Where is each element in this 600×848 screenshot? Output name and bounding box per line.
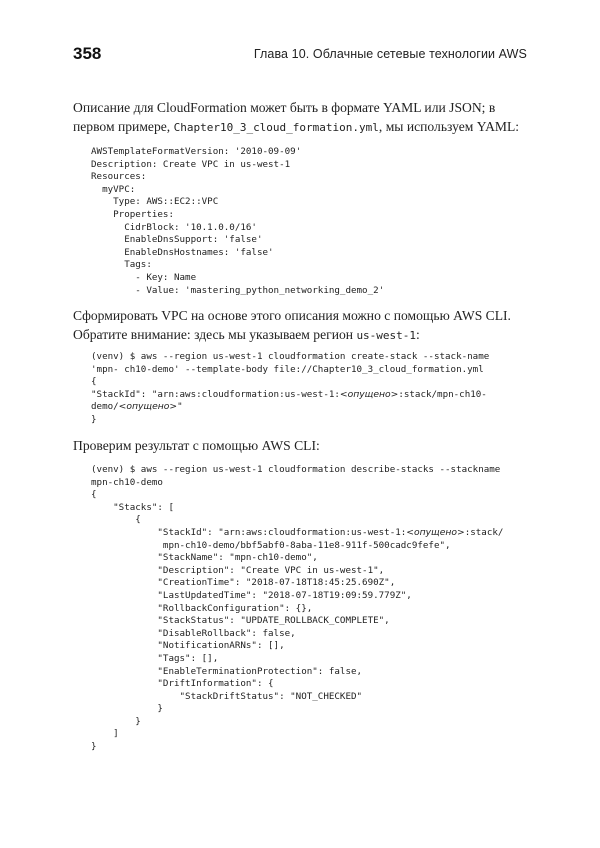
code-line: "StackDriftStatus": "NOT_CHECKED" [91,690,363,702]
code-line: - Value: 'mastering_python_networking_demo_2' [91,284,385,296]
code-line: { [91,376,97,388]
code-line: myVPC: [91,183,136,195]
code-line: (venv) $ aws --region us-west-1 cloudformation create-stack --stack-name [91,351,490,362]
code-line: 'mpn- ch10-demo' --template-body file://Chapter10_3_cloud_formation.yml [91,363,484,375]
code-line [91,401,183,412]
code-line: "EnableTerminationProtection": false, [91,665,363,677]
code-line [91,527,503,538]
create-stack-code-block [91,351,489,427]
code-fragment: :stack/ [464,526,504,538]
yaml-code-block [91,146,384,297]
code-line: "DisableRollback": false, [91,627,296,639]
code-line: "StackName": "mpn-ch10-demo", [91,552,318,564]
code-line: Type: AWS::EC2::VPC [91,196,219,208]
code-line: { [91,514,141,526]
code-line: "LastUpdatedTime": "2018-07-18T19:09:59.779Z", [91,589,412,601]
omitted-placeholder: <опущено> [339,388,399,400]
code-line: } [91,703,163,715]
page-number: 358 [73,44,102,63]
intro-text-before: Описание для CloudFormation может быть в формате YAML или JSON; в первом примере, [73,100,496,134]
create-stack-paragraph [73,306,533,345]
code-fragment: demo/ [91,401,119,413]
code-fragment: "StackId": "arn:aws:cloudformation:us-west-1: [91,388,340,400]
code-line: - Key: Name [91,271,197,283]
create-stack-text-after: : [416,327,420,342]
code-line: EnableDnsSupport: 'false' [91,234,263,246]
code-line: { [91,489,97,501]
code-line: (venv) $ aws --region us-west-1 cloudformation describe-stacks --stackname [91,464,501,475]
code-line: "NotificationARNs": [], [91,640,285,652]
code-fragment: "StackId": "arn:aws:cloudformation:us-west-1: [91,526,407,538]
code-line: "Stacks": [ [91,501,174,513]
filename-inline-code: Chapter10_3_cloud_formation.yml [173,121,379,134]
code-line: "RollbackConfiguration": {}, [91,602,313,614]
code-line: Properties: [91,208,174,220]
code-line: Resources: [91,171,147,183]
omitted-placeholder: <опущено> [406,526,465,538]
code-line: "Tags": [], [91,652,219,664]
code-line: } [91,741,97,753]
intro-paragraph [73,98,533,137]
intro-text-after: , мы используем YAML: [378,119,520,134]
code-line [91,389,487,400]
code-line: "DriftInformation": { [91,678,274,690]
code-line: CidrBlock: '10.1.0.0/16' [91,221,257,233]
describe-stacks-code-block [91,464,503,754]
code-line: "Description": "Create VPC in us-west-1", [91,564,385,576]
omitted-placeholder: <опущено> [118,401,178,413]
describe-stack-paragraph: Проверим результат с помощью AWS CLI: [73,438,320,453]
code-line: EnableDnsHostnames: 'false' [91,246,274,258]
code-line: mpn-ch10-demo [91,476,163,488]
code-line: mpn-ch10-demo/bbf5abf0-8aba-11e8-911f-500cadc9fefe", [91,539,451,551]
create-stack-text-before: Сформировать VPC на основе этого описания можно с помощью AWS CLI. Обратите внимание: здесь мы указываем регион [73,308,511,342]
code-line: "CreationTime": "2018-07-18T18:45:25.690Z", [91,577,396,589]
code-line: ] [91,728,119,740]
region-inline-code: us-west-1 [356,329,417,342]
code-fragment: " [177,401,183,413]
code-line: } [91,413,97,425]
code-line: } [91,715,141,727]
code-line: "StackStatus": "UPDATE_ROLLBACK_COMPLETE", [91,615,390,627]
code-line: Description: Create VPC in us-west-1 [91,158,291,170]
code-fragment: :stack/mpn-ch10- [398,388,487,400]
code-line: AWSTemplateFormatVersion: '2010-09-09' [91,146,302,157]
code-line: Tags: [91,259,152,271]
running-title: Глава 10. Облачные сетевые технологии AWS [253,47,527,61]
